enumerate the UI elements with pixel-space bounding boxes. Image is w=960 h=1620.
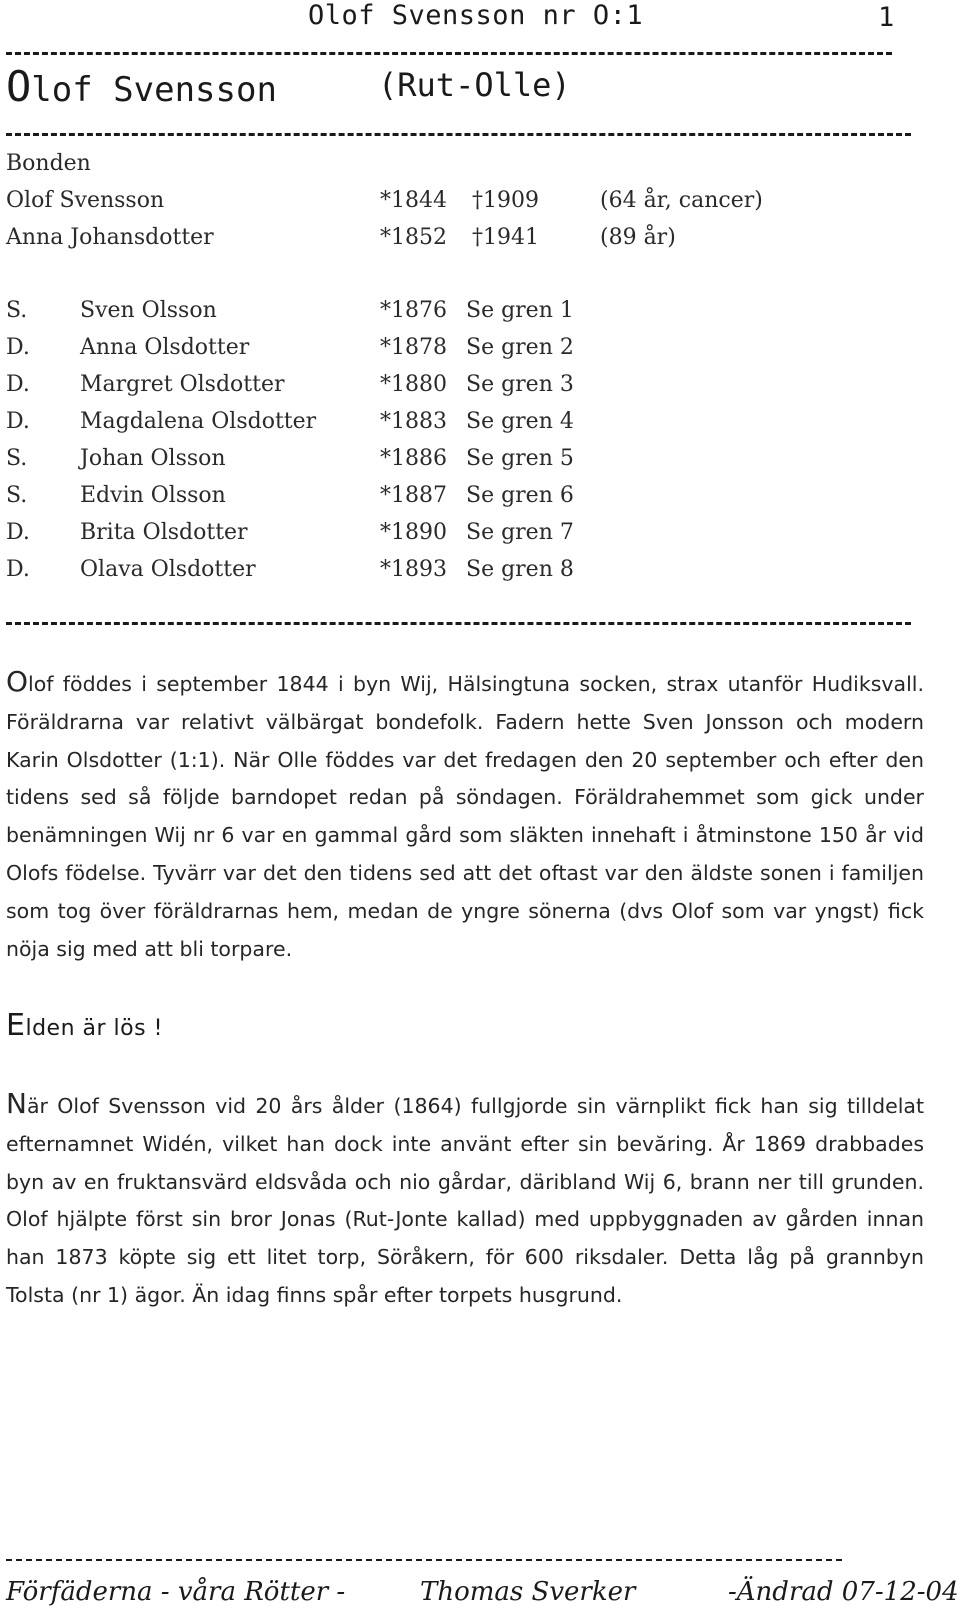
heading-name: lof Svensson	[31, 70, 277, 110]
child-branch-ref: Se gren 1	[466, 298, 574, 323]
child-branch-ref: Se gren 3	[466, 372, 574, 397]
child-name: Olava Olsdotter	[80, 557, 256, 582]
parent-name: Olof Svensson	[6, 188, 165, 213]
child-branch-ref: Se gren 6	[466, 483, 574, 508]
child-relation: S.	[6, 483, 28, 508]
footer-date: -Ändrad 07-12-04	[728, 1577, 959, 1607]
parent-born: *1852	[380, 225, 447, 250]
child-born: *1876	[380, 298, 447, 323]
paragraph-text: är Olof Svensson vid 20 års ålder (1864) fullgjorde sin värnplikt fick han sig tilldelat efternamnet Widén, vilket han dock inte använt efter sin bevăring. År 1869 drabbades byn av en fruktansvärd eldsvåda och nio gårdar, däribland Wij 6, brann ner till grunden. Olof hjälpte först sin bror Jonas (Rut-Jonte kallad) med uppbyggnaden av gården innan han 1873 köpte sig ett litet torp, Söråkern, för 600 riksdaler. Detta låg på grannbyn Tolsta (nr 1) ägor. Än idag finns spår efter torpets husgrund.	[6, 1094, 924, 1307]
child-branch-ref: Se gren 8	[466, 557, 574, 582]
person-nickname: (Rut-Olle)	[378, 66, 571, 104]
child-born: *1878	[380, 335, 447, 360]
child-born: *1886	[380, 446, 447, 471]
child-name: Magdalena Olsdotter	[80, 409, 317, 434]
section-heading	[6, 1008, 163, 1043]
footer-divider	[6, 1559, 842, 1561]
child-name: Johan Olsson	[80, 446, 226, 471]
page-number: 1	[878, 2, 895, 33]
divider	[6, 622, 911, 625]
divider	[6, 133, 911, 136]
child-branch-ref: Se gren 4	[466, 409, 574, 434]
child-relation: D.	[6, 520, 30, 545]
heading-initial: E	[6, 1008, 26, 1043]
child-branch-ref: Se gren 7	[466, 520, 574, 545]
person-heading	[6, 62, 277, 111]
heading-initial: O	[6, 62, 32, 111]
child-relation: D.	[6, 557, 30, 582]
child-relation: S.	[6, 446, 28, 471]
parent-died: †1909	[472, 188, 539, 213]
footer-series-title: Förfäderna - våra Rötter -	[6, 1577, 346, 1607]
paragraph-initial: O	[6, 665, 29, 698]
paragraph-text: lof föddes i september 1844 i byn Wij, Hälsingtuna socken, strax utanför Hudiksvall. Föräldrarna var relativt välbärgat bondefolk. Fadern hette Sven Jonsson och modern Karin Olsdotter (1:1). När Olle föddes var det fredagen den 20 september och efter den tidens sed så följde barndopet redan på söndagen. Föräldrahemmet som gick under benämningen Wij nr 6 var en gammal gård som släkten innehaft i åtminstone 150 år vid Olofs födelse. Tyvärr var det den tidens sed att det oftast var den äldste sonen i familjen som tog över föräldrarnas hem, medan de yngre sönerna (dvs Olof som var yngst) fick nöja sig med att bli torpare.	[6, 672, 924, 961]
parent-note: (64 år, cancer)	[600, 188, 763, 213]
biography-paragraph	[6, 663, 924, 968]
child-relation: D.	[6, 409, 30, 434]
heading-text: lden är lös !	[25, 1016, 163, 1041]
page-title: Olof Svensson nr O:1	[308, 0, 644, 31]
child-born: *1893	[380, 557, 447, 582]
child-name: Margret Olsdotter	[80, 372, 285, 397]
parent-born: *1844	[380, 188, 447, 213]
parent-name: Anna Johansdotter	[6, 225, 214, 250]
footer-author: Thomas Sverker	[420, 1577, 636, 1607]
paragraph-initial: N	[6, 1087, 27, 1120]
parent-died: †1941	[472, 225, 539, 250]
child-name: Edvin Olsson	[80, 483, 226, 508]
parent-note: (89 år)	[600, 225, 676, 250]
child-born: *1883	[380, 409, 447, 434]
child-name: Sven Olsson	[80, 298, 217, 323]
child-born: *1890	[380, 520, 447, 545]
child-relation: D.	[6, 372, 30, 397]
child-branch-ref: Se gren 5	[466, 446, 574, 471]
child-relation: S.	[6, 298, 28, 323]
child-name: Brita Olsdotter	[80, 520, 248, 545]
child-relation: D.	[6, 335, 30, 360]
farm-label: Bonden	[6, 151, 91, 176]
child-born: *1880	[380, 372, 447, 397]
divider	[6, 52, 892, 55]
child-name: Anna Olsdotter	[80, 335, 250, 360]
child-born: *1887	[380, 483, 447, 508]
biography-paragraph	[6, 1085, 924, 1315]
child-branch-ref: Se gren 2	[466, 335, 574, 360]
